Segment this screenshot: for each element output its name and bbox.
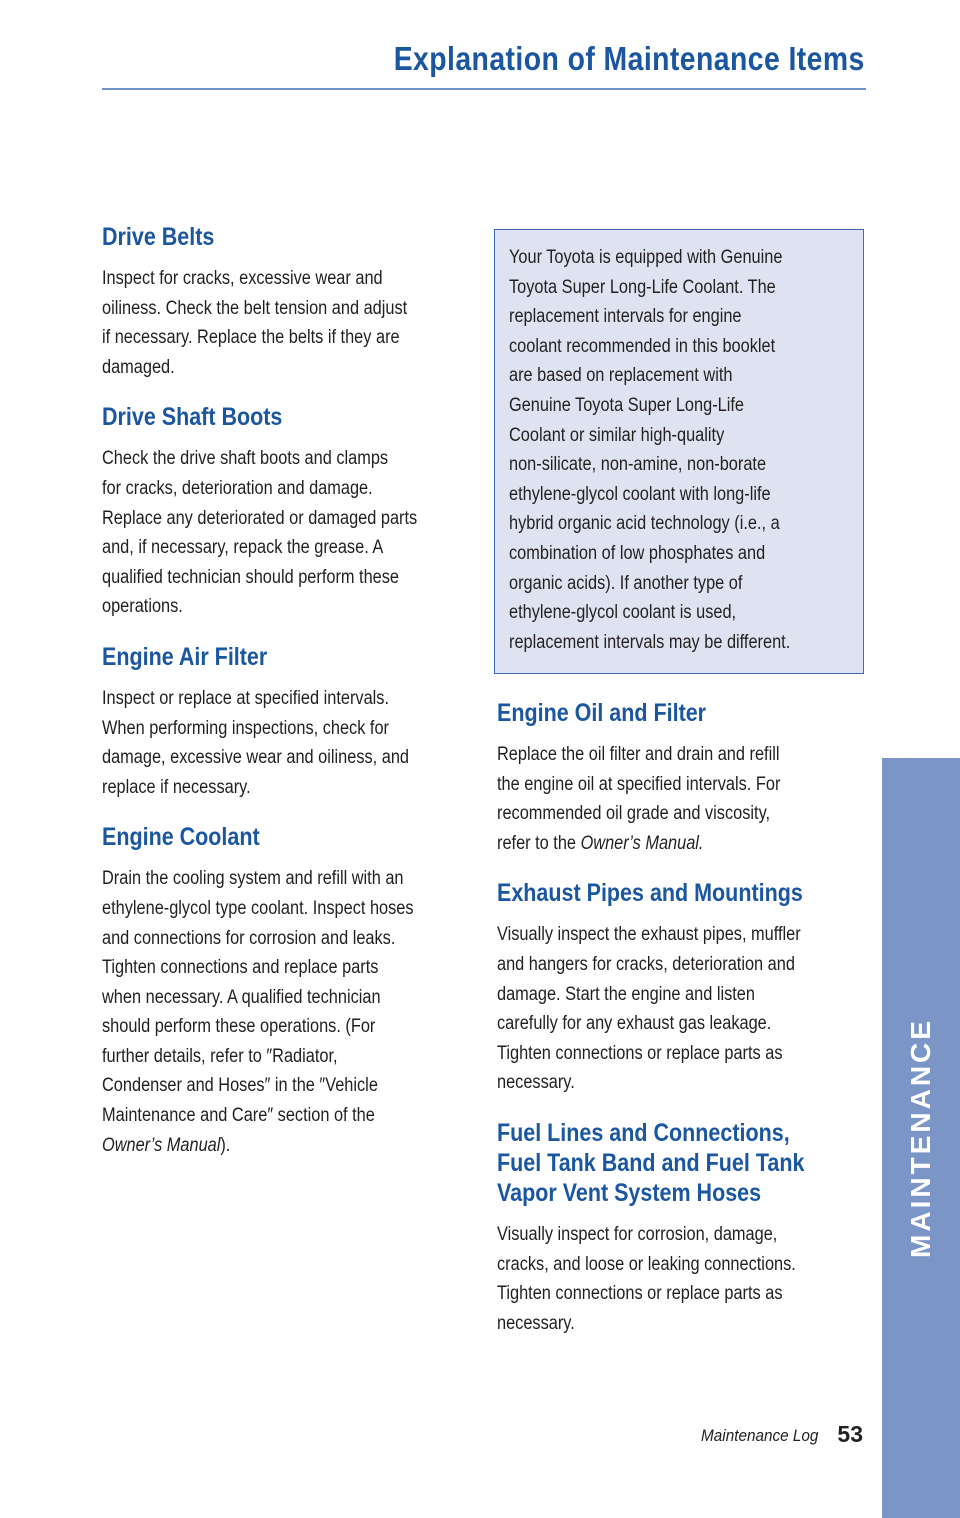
body-line (102, 1131, 472, 1161)
body-line: Visually inspect for corrosion, damage, (497, 1223, 778, 1245)
page-title: Explanation of Maintenance Items (393, 40, 865, 77)
body-line (497, 829, 867, 859)
body-line: and connections for corrosion and leaks. (102, 927, 396, 949)
heading-line: Vapor Vent System Hoses (497, 1178, 762, 1207)
manual-reference: Owner’s Manual (102, 1134, 221, 1156)
note-line: ethylene-glycol coolant with long-life (509, 483, 771, 505)
section-body (102, 444, 472, 622)
section-heading: Engine Coolant (102, 823, 260, 852)
body-line: and, if necessary, repack the grease. A (102, 537, 384, 559)
body-line: Condenser and Hoses″ in the ″Vehicle (102, 1075, 378, 1097)
body-line: Maintenance and Care″ section of the (102, 1105, 375, 1127)
section-heading: Drive Belts (102, 223, 215, 251)
body-line: oiliness. Check the belt tension and adjust (102, 297, 408, 319)
note-line: Toyota Super Long-Life Coolant. The (509, 276, 776, 298)
body-line: Replace any deteriorated or damaged parts (102, 507, 418, 529)
body-line: carefully for any exhaust gas leakage. (497, 1013, 772, 1035)
section-body (102, 864, 472, 1160)
title-divider (102, 88, 866, 90)
section-side-tab (882, 758, 960, 1518)
body-line: Drain the cooling system and refill with an (102, 868, 404, 890)
body-line: damage, excessive wear and oiliness, and (102, 747, 410, 769)
coolant-note-box (494, 229, 864, 674)
body-line: the engine oil at specified intervals. For (497, 773, 781, 795)
section-engine-air-filter (102, 642, 472, 802)
body-line: necessary. (497, 1072, 575, 1094)
note-line: replacement intervals may be different. (509, 631, 791, 653)
section-heading (497, 1118, 815, 1208)
body-line: necessary. (497, 1312, 575, 1334)
body-line: When performing inspections, check for (102, 717, 389, 739)
section-engine-oil-filter (497, 698, 867, 858)
body-line: recommended oil grade and viscosity, (497, 803, 771, 825)
body-text-fragment: ). (220, 1134, 231, 1156)
section-drive-shaft-boots (102, 402, 472, 622)
note-line: replacement intervals for engine (509, 306, 742, 328)
section-heading: Engine Air Filter (102, 642, 268, 671)
footer-label: Maintenance Log (700, 1426, 818, 1445)
body-line: operations. (102, 596, 183, 618)
body-line: and hangers for cracks, deterioration and (497, 953, 795, 975)
section-fuel-lines (497, 1118, 867, 1338)
section-heading: Exhaust Pipes and Mountings (497, 879, 803, 908)
section-body (497, 740, 867, 858)
note-line: Your Toyota is equipped with Genuine (509, 247, 783, 268)
body-line: damaged. (102, 356, 175, 378)
body-line: for cracks, deterioration and damage. (102, 477, 373, 499)
heading-line: Fuel Tank Band and Fuel Tank (497, 1148, 805, 1177)
body-line: if necessary. Replace the belts if they are (102, 327, 400, 349)
body-line: replace if necessary. (102, 776, 251, 798)
note-text (509, 243, 853, 657)
heading-line: Fuel Lines and Connections, (497, 1118, 790, 1147)
note-line: ethylene-glycol coolant is used, (509, 602, 737, 624)
note-line: Genuine Toyota Super Long-Life (509, 394, 744, 416)
section-exhaust-pipes (497, 878, 867, 1098)
right-column (497, 698, 867, 1358)
section-heading: Engine Oil and Filter (497, 699, 707, 727)
page-number: 53 (837, 1421, 863, 1447)
side-tab-label: MAINTENANCE (905, 1018, 936, 1258)
body-line: cracks, and loose or leaking connections. (497, 1253, 796, 1275)
note-line: are based on replacement with (509, 365, 733, 387)
body-line: Inspect or replace at specified intervals. (102, 687, 390, 709)
section-body (102, 264, 472, 382)
section-heading: Drive Shaft Boots (102, 403, 283, 432)
note-line: combination of low phosphates and (509, 542, 766, 564)
section-drive-belts (102, 222, 472, 382)
body-line: Visually inspect the exhaust pipes, muffler (497, 924, 801, 946)
note-line: hybrid organic acid technology (i.e., a (509, 513, 780, 535)
body-line: ethylene-glycol type coolant. Inspect hoses (102, 897, 414, 919)
body-line: qualified technician should perform these (102, 566, 400, 588)
section-body (102, 684, 472, 802)
manual-reference: Owner’s Manual. (580, 832, 704, 854)
body-line: Tighten connections or replace parts as (497, 1042, 783, 1064)
body-line: damage. Start the engine and listen (497, 983, 755, 1005)
body-line: Inspect for cracks, excessive wear and (102, 268, 383, 289)
body-line: further details, refer to ″Radiator, (102, 1045, 338, 1067)
body-line: should perform these operations. (For (102, 1016, 376, 1038)
note-line: Coolant or similar high-quality (509, 424, 725, 446)
body-text-fragment: refer to the (497, 832, 581, 854)
body-line: when necessary. A qualified technician (102, 986, 381, 1008)
section-engine-coolant (102, 822, 472, 1160)
body-line: Replace the oil filter and drain and refill (497, 744, 780, 765)
body-line: Tighten connections or replace parts as (497, 1283, 783, 1305)
note-line: coolant recommended in this booklet (509, 335, 776, 357)
section-body (497, 920, 867, 1098)
body-line: Tighten connections and replace parts (102, 957, 379, 979)
left-column (102, 222, 472, 1180)
body-line: Check the drive shaft boots and clamps (102, 448, 389, 470)
section-body (497, 1220, 867, 1338)
note-line: non-silicate, non-amine, non-borate (509, 454, 767, 476)
note-line: organic acids). If another type of (509, 572, 743, 594)
